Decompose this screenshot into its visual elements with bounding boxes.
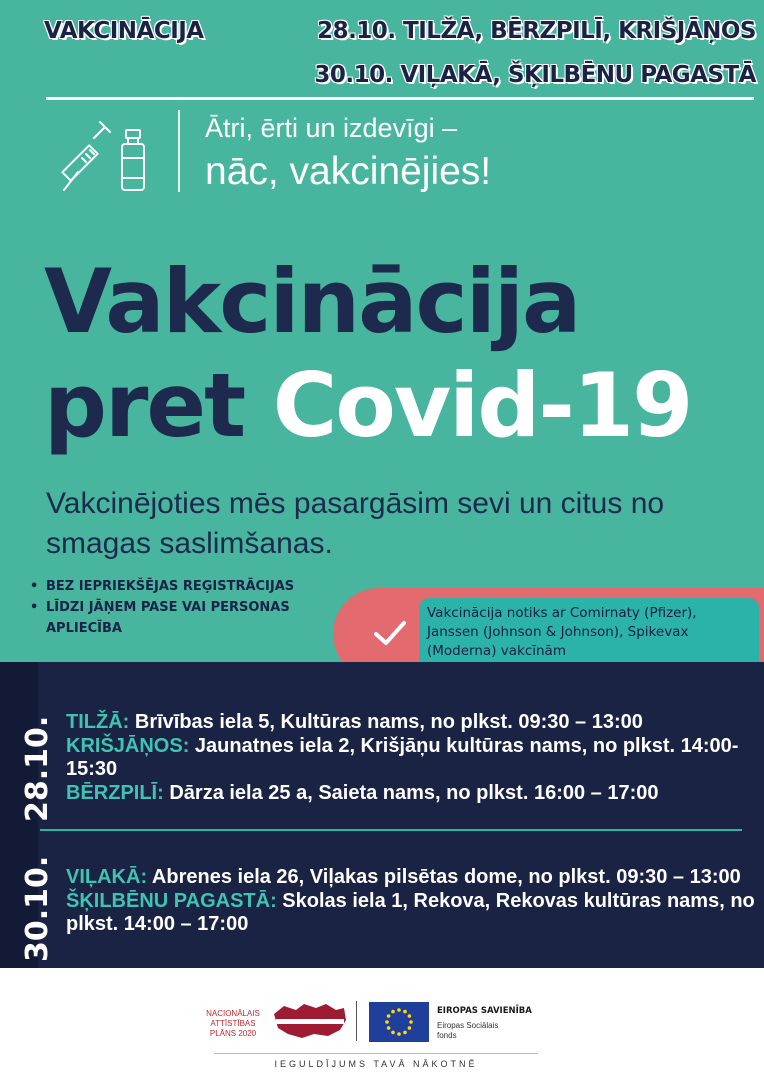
footer-rule (214, 1053, 538, 1054)
requirement-item: • BEZ IEPRIEKŠĒJAS REĢISTRĀCIJAS (30, 576, 350, 597)
vaccine-info-box: Vakcinācija notiks ar Comirnaty (Pfizer), Janssen (Johnson & Johnson), Spikevax (Moderna) vakcīnām (419, 598, 759, 672)
date-label-30-10: 30.10. (20, 855, 55, 962)
subtitle: Vakcinējoties mēs pasargāsim sevi un citus no smagas saslimšanas. (46, 487, 665, 560)
main-title-line-1: Vakcinācija (44, 250, 580, 353)
schedule-place: VIĻAKĀ: (66, 866, 148, 888)
schedule-details: Skolas iela 1, Rekova, Rekovas kultūras nams, no plkst. 14:00 – 17:00 (66, 889, 755, 935)
footer-divider (356, 1001, 357, 1041)
schedule-block-30-10 (66, 866, 756, 937)
schedule-entry (66, 735, 756, 782)
schedule-entry (66, 866, 756, 890)
eu-title: EIROPAS SAVIENĪBA (437, 1006, 532, 1016)
schedule-entry (66, 890, 756, 937)
icon-divider (178, 110, 180, 192)
check-icon (370, 612, 410, 652)
header-title: VAKCINĀCIJA (44, 18, 204, 44)
date-label-28-10: 28.10. (20, 715, 55, 822)
schedule-details: Brīvības iela 5, Kultūras nams, no plkst. 09:30 – 13:00 (129, 711, 643, 733)
slogan-line-2: nāc, vakcinējies! (205, 150, 492, 193)
schedule-block-28-10 (66, 711, 756, 805)
main-title-covid: Covid-19 (272, 354, 692, 457)
schedule-place: ŠĶILBĒNU PAGASTĀ: (66, 889, 277, 912)
syringe-vial-icon (60, 108, 156, 194)
eu-subtitle: Eiropas Sociālais fonds (437, 1021, 499, 1040)
header-dates-line-1: 28.10. TILŽĀ, BĒRZPILĪ, KRIŠJĀŅOS (317, 18, 756, 44)
schedule-place: BĒRZPILĪ: (66, 781, 164, 804)
schedule-details: Dārza iela 25 a, Saieta nams, no plkst. 16:00 – 17:00 (163, 781, 659, 804)
schedule-place: KRIŠJĀŅOS: (66, 734, 190, 757)
latvia-flag-map-icon (270, 1000, 348, 1042)
requirement-item: • LĪDZI JĀŅEM PASE VAI PERSONAS APLIECĪBA (30, 597, 350, 639)
slogan-line-1: Ātri, ērti un izdevīgi – (205, 113, 458, 143)
schedule-place: TILŽĀ: (66, 711, 130, 733)
schedule-entry (66, 711, 756, 735)
header-dates-line-2: 30.10. VIĻAKĀ, ŠĶILBĒNU PAGASTĀ (314, 62, 756, 88)
schedule-details: Jaunatnes iela 2, Krišjāņu kultūras nams, no plkst. 14:00- 15:30 (66, 734, 739, 780)
schedule-entry (66, 782, 756, 806)
main-title-pret: pret (44, 354, 245, 457)
requirements-list (30, 576, 350, 639)
footer-motto: IEGULDĪJUMS TAVĀ NĀKOTNĒ (274, 1059, 478, 1069)
header-row (44, 18, 756, 52)
main-title-line-2 (44, 354, 691, 458)
nap-logo-text: NACIONĀLAIS ATTĪSTĪBAS PLĀNS 2020 (206, 1009, 260, 1038)
schedule-details: Abrenes iela 26, Viļakas pilsētas dome, no plkst. 09:30 – 13:00 (147, 866, 741, 888)
header-divider (46, 97, 754, 100)
main-title (44, 250, 691, 458)
eu-flag-icon (369, 1002, 429, 1042)
schedule-divider (40, 829, 742, 831)
